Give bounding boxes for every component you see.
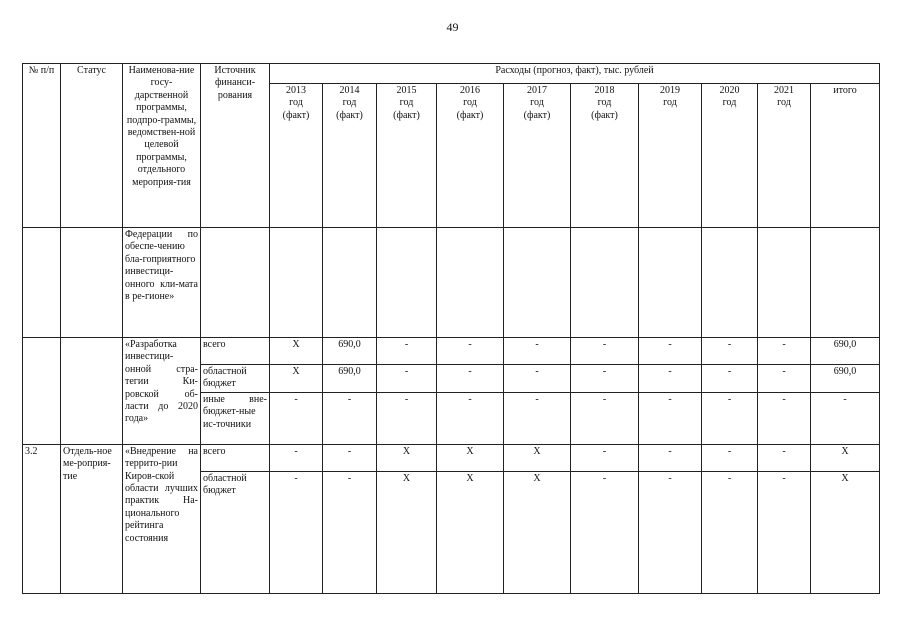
- value-cell: -: [639, 471, 702, 593]
- year-header-2015: 2015 год (факт): [377, 84, 437, 228]
- value-cell: -: [323, 392, 377, 444]
- value-cell: 690,0: [323, 365, 377, 393]
- value-cell: -: [377, 365, 437, 393]
- source-cell: всего: [201, 338, 270, 365]
- value-cell: -: [758, 444, 811, 471]
- source-cell: всего: [201, 444, 270, 471]
- row-status: Отдель-ное ме-роприя-тие: [61, 444, 123, 593]
- value-cell: 690,0: [323, 338, 377, 365]
- year-header-2020: 2020 год: [702, 84, 758, 228]
- value-cell: -: [702, 365, 758, 393]
- year-header-2018: 2018 год (факт): [571, 84, 639, 228]
- header-name: Наименова-ние госу-дарственной программы, подпро-граммы, ведомствен-ной целевой программы, отдельного мероприя-тия: [123, 64, 201, 228]
- source-cell: областной бюджет: [201, 471, 270, 593]
- table-row: [23, 228, 880, 338]
- value-cell: -: [758, 392, 811, 444]
- value-cell: Х: [811, 444, 880, 471]
- value-cell: 690,0: [811, 338, 880, 365]
- value-cell: -: [437, 392, 504, 444]
- value-cell: -: [571, 471, 639, 593]
- value-cell: Х: [811, 471, 880, 593]
- value-cell: -: [571, 392, 639, 444]
- value-cell: 690,0: [811, 365, 880, 393]
- year-header-2021: 2021 год: [758, 84, 811, 228]
- table-row: [23, 444, 880, 471]
- page-number: 49: [446, 20, 459, 34]
- year-header-2014: 2014 год (факт): [323, 84, 377, 228]
- header-num: № п/п: [23, 64, 61, 228]
- value-cell: -: [758, 365, 811, 393]
- row-num: 3.2: [23, 444, 61, 593]
- value-cell: -: [639, 444, 702, 471]
- value-cell: -: [702, 471, 758, 593]
- year-header-2013: 2013 год (факт): [270, 84, 323, 228]
- value-cell: -: [639, 392, 702, 444]
- header-status: Статус: [61, 64, 123, 228]
- header-row: [23, 64, 880, 84]
- value-cell: Х: [377, 471, 437, 593]
- value-cell: -: [323, 444, 377, 471]
- value-cell: -: [702, 392, 758, 444]
- budget-table: [22, 63, 880, 594]
- value-cell: -: [377, 392, 437, 444]
- value-cell: Х: [377, 444, 437, 471]
- value-cell: Х: [504, 471, 571, 593]
- source-cell: областной бюджет: [201, 365, 270, 393]
- value-cell: -: [571, 365, 639, 393]
- header-source: Источник финанси-рования: [201, 64, 270, 228]
- value-cell: -: [702, 338, 758, 365]
- value-cell: -: [270, 392, 323, 444]
- value-cell: Х: [270, 338, 323, 365]
- value-cell: -: [571, 338, 639, 365]
- cont-name: Федерации по обеспе-чению бла-гоприятного инвестици-онного кли-мата в ре-гионе»: [123, 228, 201, 338]
- value-cell: -: [377, 338, 437, 365]
- year-header-2017: 2017 год (факт): [504, 84, 571, 228]
- value-cell: -: [504, 392, 571, 444]
- value-cell: Х: [504, 444, 571, 471]
- value-cell: -: [639, 338, 702, 365]
- value-cell: -: [437, 365, 504, 393]
- value-cell: -: [811, 392, 880, 444]
- value-cell: Х: [437, 471, 504, 593]
- value-cell: -: [639, 365, 702, 393]
- value-cell: -: [571, 444, 639, 471]
- value-cell: -: [758, 338, 811, 365]
- value-cell: -: [504, 338, 571, 365]
- value-cell: -: [437, 338, 504, 365]
- value-cell: -: [758, 471, 811, 593]
- table-row: [23, 338, 880, 365]
- value-cell: -: [702, 444, 758, 471]
- source-cell: иные вне-бюджет-ные ис-точники: [201, 392, 270, 444]
- value-cell: Х: [437, 444, 504, 471]
- header-total: итого: [811, 84, 880, 228]
- value-cell: -: [270, 444, 323, 471]
- header-expenses: Расходы (прогноз, факт), тыс. рублей: [270, 64, 880, 84]
- year-header-2019: 2019 год: [639, 84, 702, 228]
- value-cell: -: [323, 471, 377, 593]
- value-cell: -: [270, 471, 323, 593]
- year-header-2016: 2016 год (факт): [437, 84, 504, 228]
- value-cell: Х: [270, 365, 323, 393]
- value-cell: -: [504, 365, 571, 393]
- strategy-name: «Разработка инвестици-онной стра-тегии Ки-ровской об-ласти до 2020 года»: [123, 338, 201, 445]
- practices-name: «Внедрение на террито-рии Киров-ской области лучших практик На-ционального рейтинга состояния: [123, 444, 201, 593]
